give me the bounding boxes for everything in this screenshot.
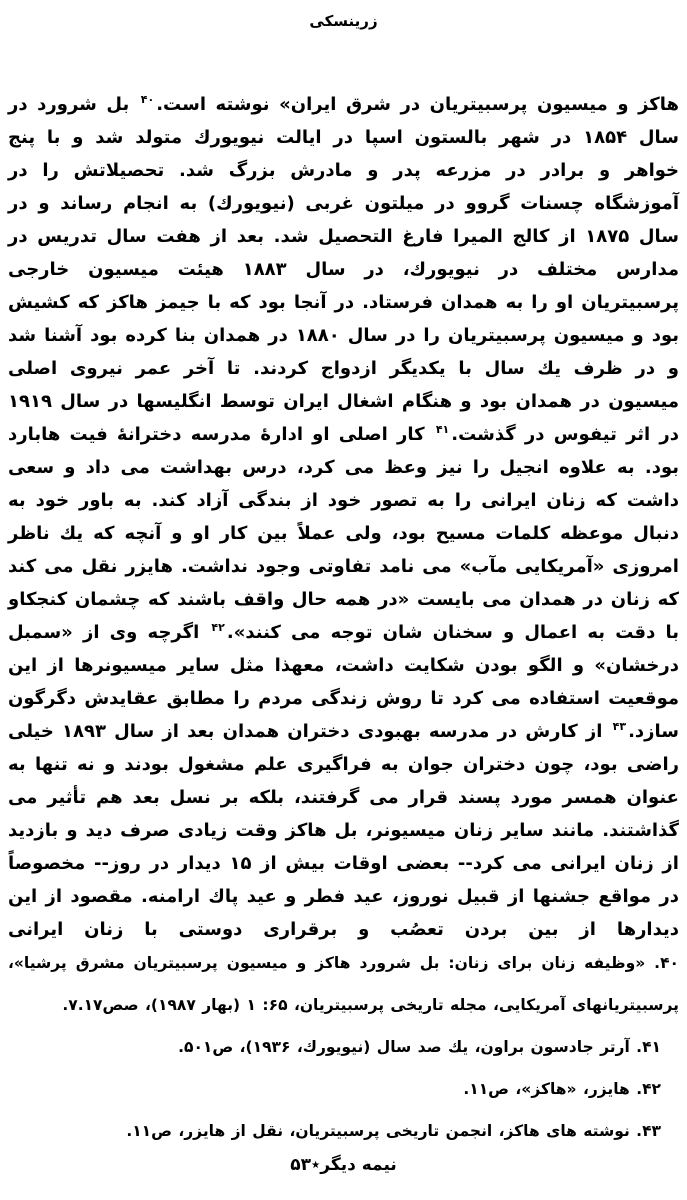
text-run: ظرف يك سال با يكديگر ازدواج كردند. تا آخر عمر نيروى اصلى ميسيون در همدان xyxy=(8,358,679,412)
text-run: كرد، درس بهداشت مى داد و سعى داشت كه زنان ايرانى را به تصور خود از بندگى xyxy=(8,457,679,511)
text-run: جوان به فراگيرى علم مشغول بودند و نه تنها به عنوان همسر مورد پسند قرار مى xyxy=(8,754,679,808)
text-run: درخشان» و الگو بودن شكايت داشت، معهذا مثل ساير ميسيونرها از اين موقعيت xyxy=(8,655,679,709)
text-run: بل شرورد در سال ۱۸۵۴ xyxy=(8,94,679,148)
footnote-marker-۴۱: ۴۱ xyxy=(435,423,450,436)
text-run: در مدرسه بهبودى دختران همدان بعد از سال ۱۸۹۳ خيلى راضى بود، چون دختران xyxy=(8,721,679,775)
footnote-43: ۴۳. نوشته هاى هاكز، انجمن تاريخى پرسبيتريان، نقل از هايزر، ص۱۱. xyxy=(126,1122,661,1140)
text-run: كنجكاو با دقت به اعمال و سخنان شان توجه مى كنند». xyxy=(8,589,679,643)
text-run: ديدار در روز-- مخصوصاً در مواقع جشنها از قبيل نوروز، عيد فطر و عيد پاك xyxy=(8,853,679,907)
running-head: زرينسكى xyxy=(309,12,378,30)
text-run: ارامنه. مقصود از اين ديدارها از بين بردن تعصُب و برقرارى دوستى با زنان ايرانى xyxy=(8,886,679,940)
text-run: از هفت سال تدريس در مدارس مختلف در نيويورك، در سال ۱۸۸۳ هيئت ميسيون xyxy=(8,226,679,280)
footnote-41: ۴۱. آرتر جادسون براون، يك صد سال (نيويورك، ۱۹۳۶)، ص۵۰۱. xyxy=(178,1038,661,1056)
footnote-marker-۴۳: ۴۳ xyxy=(612,720,627,733)
text-run: گرفتند، بلكه بر نسل بعد هم تأثير مى گذاشتند. مانند ساير زنان ميسيونر، بل هاكز xyxy=(8,787,679,841)
text-run: در شهر بالستون اسپا در ايالت نيويورك متولد شد و با پنج خواهر و برادر در مزرعه xyxy=(8,127,679,181)
text-run: اگرچه وى از «سمبل xyxy=(8,622,210,643)
footnote-marker-۴۲: ۴۲ xyxy=(211,621,225,634)
text-run: هاكز و ميسيون پرسبيتريان در شرق ايران» نوشته است. xyxy=(156,94,679,115)
footnote-marker-۴۰: ۴۰ xyxy=(140,93,155,106)
text-run: بود و ميسيون پرسبيتريان را در سال ۱۸۸۰ در همدان بنا كرده بود آشنا شد و در xyxy=(8,325,679,379)
text-run: وقت زيادى صرف ديد و بازديد از زنان ايرانى مى كرد-- بعضى اوقات بيش از ۱۵ xyxy=(8,820,679,874)
text-run: نقل مى كند كه زنان در همدان مى بايست «در همه حال واقف باشند كه چشمان xyxy=(8,556,679,610)
footnote-42: ۴۲. هايزر، «هاكز»، ص۱۱. xyxy=(463,1080,661,1098)
page-footer: نيمه ديگر٭۵۳ xyxy=(290,1155,397,1175)
text-run: بود و هنگام اشغال ايران توسط انگليسها در سال ۱۹۱۹ در اثر تيفوس در گذشت. xyxy=(8,391,679,445)
text-run: از كارش xyxy=(525,721,611,742)
footnotes-section xyxy=(8,942,679,1152)
footnote-40: ۴۰. «وظيفه زنان براى زنان: بل شرورد هاكز و ميسيون پرسبيتريان مشرق پرشيا»، پرسبيتريانهاى آمريكايى، مجله تاريخى پرسبيتريان، ۶۵: ۱ (بهار ۱۹۸۷)، صص۷.۱۷. xyxy=(8,954,679,1014)
text-run: كار اصلى او ادارهٔ مدرسه دخترانهٔ فيت هابارد بود. به علاوه انجيل را نيز وعظ مى xyxy=(8,424,679,478)
text-run: استفاده مى كرد تا روش زندگى مردم را مطابق عقايدش دگرگون سازد. xyxy=(8,688,679,742)
text-run: خارجى پرسبيتريان او را به همدان فرستاد. در آنجا بود كه با جيمز هاكز كه كشيش xyxy=(8,259,679,313)
text-run: آزاد كند. به باور خود به دنبال موعظه كلمات مسيح بود، ولى عملاً بين كار او و xyxy=(8,490,679,544)
main-paragraph xyxy=(8,88,679,946)
text-run: (نيويورك) به انجام رساند و در سال ۱۸۷۵ از كالج الميرا فارغ التحصيل شد. بعد xyxy=(8,193,679,247)
text-run: پدر و مادرش بزرگ شد. تحصيلاتش را در آموزشگاه چسنات گروو در ميلتون غربى xyxy=(8,160,679,214)
text-run: آنچه كه يك ناظر امروزى «آمريكايى مآب» مى نامد تفاوتى وجود نداشت. هايزر xyxy=(8,523,679,577)
